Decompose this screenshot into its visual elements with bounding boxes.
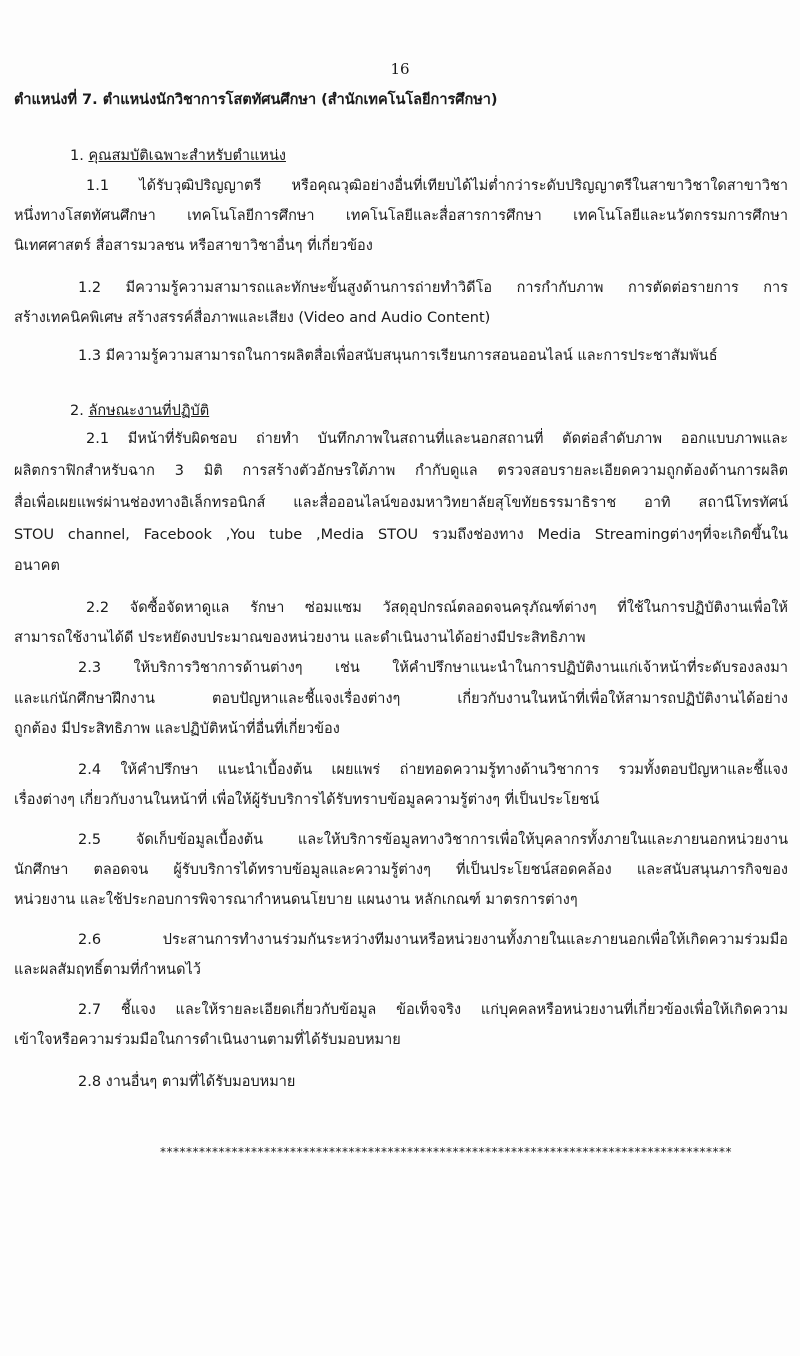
section-1-number: 1. (70, 148, 84, 164)
section-2-item-line: หน่วยงาน และใช้ประกอบการพิจารณากำหนดนโยบาย แผนงาน หลักเกณฑ์ มาตรการต่างๆ (14, 892, 578, 908)
section-1-heading (70, 146, 788, 166)
section-2-item-line: เข้าใจหรือความร่วมมือในการดำเนินงานตามที่ได้รับมอบหมาย (14, 1032, 401, 1048)
section-2-heading (70, 401, 788, 421)
section-2-title: ลักษณะงานที่ปฏิบัติ (88, 403, 210, 419)
section-2-item-line: และแก่นักศึกษาฝึกงาน ตอบปัญหาและชี้แจงเรื่องต่างๆ เกี่ยวกับงานในหน้าที่เพื่อให้สามารถปฏิบัติงานได้อย่าง (14, 691, 788, 707)
section-2-number: 2. (70, 403, 84, 419)
section-1-item-line: 1.3 มีความรู้ความสามารถในการผลิตสื่อเพื่อสนับสนุนการเรียนการสอนออนไลน์ และการประชาสัมพันธ์ (78, 348, 718, 364)
section-2-item-line: 2.4 ให้คำปรึกษา แนะนำเบื้องต้น เผยแพร่ ถ่ายทอดความรู้ทางด้านวิชาการ รวมทั้งตอบปัญหาและชี้แจง (78, 762, 788, 778)
page-number: 16 (390, 60, 410, 78)
section-2-item-line: และผลสัมฤทธิ์ตามที่กำหนดไว้ (14, 962, 201, 978)
section-2-item-line: ถูกต้อง มีประสิทธิภาพ และปฏิบัติหน้าที่อื่นที่เกี่ยวข้อง (14, 721, 340, 737)
section-2-item-line: 2.6 ประสานการทำงานร่วมกันระหว่างทีมงานหรือหน่วยงานทั้งภายในและภายนอกเพื่อให้เกิดความร่วมมือ (78, 932, 788, 948)
section-2-item-line: ผลิตกราฟิกสำหรับฉาก 3 มิติ การสร้างตัวอักษรใต้ภาพ กำกับดูแล ตรวจสอบรายละเอียดความถูกต้องด้านการผลิต (14, 463, 788, 479)
end-separator: **************************************************************************************** (160, 1145, 732, 1159)
section-2-item-line: 2.2 จัดซื้อจัดหาดูแล รักษา ซ่อมแซม วัสดุอุปกรณ์ตลอดจนครุภัณฑ์ต่างๆ ที่ใช้ในการปฏิบัติงานเพื่อให้ (86, 600, 788, 616)
section-1-title: คุณสมบัติเฉพาะสำหรับตำแหน่ง (88, 148, 286, 164)
section-2-item-line: อนาคต (14, 558, 60, 574)
section-2-item-line: เรื่องต่างๆ เกี่ยวกับงานในหน้าที่ เพื่อให้ผู้รับบริการได้รับทราบข้อมูลความรู้ต่างๆ ที่เป็นประโยชน์ (14, 792, 600, 808)
section-2-item-line: 2.7 ชี้แจง และให้รายละเอียดเกี่ยวกับข้อมูล ข้อเท็จจริง แก่บุคคลหรือหน่วยงานที่เกี่ยวข้องเพื่อให้เกิดความ (78, 1002, 788, 1018)
section-1-item-line: 1.2 มีความรู้ความสามารถและทักษะขั้นสูงด้านการถ่ายทำวิดีโอ การกำกับภาพ การตัดต่อรายการ การ (78, 280, 788, 296)
page-title: ตำแหน่งที่ 7. ตำแหน่งนักวิชาการโสตทัศนศึกษา (สำนักเทคโนโลยีการศึกษา) (14, 92, 498, 108)
section-2-item-line: STOU channel, Facebook ,You tube ,Media STOU รวมถึงช่องทาง Media Streamingต่างๆที่จะเกิดขึ้นใน (14, 527, 788, 543)
section-1-item-line: 1.1 ได้รับวุฒิปริญญาตรี หรือคุณวุฒิอย่างอื่นที่เทียบได้ไม่ต่ำกว่าระดับปริญญาตรีในสาขาวิชาใดสาขาวิชา (86, 178, 788, 194)
section-2-item-line: สื่อเพื่อเผยแพร่ผ่านช่องทางอิเล็กทรอนิกส์ และสื่อออนไลน์ของมหาวิทยาลัยสุโขทัยธรรมาธิราช อาทิ สถานีโทรทัศน์ (14, 495, 788, 511)
section-2-item-line: สามารถใช้งานได้ดี ประหยัดงบประมาณของหน่วยงาน และดำเนินงานได้อย่างมีประสิทธิภาพ (14, 630, 586, 646)
section-2-item-line: 2.5 จัดเก็บข้อมูลเบื้องต้น และให้บริการข้อมูลทางวิชาการเพื่อให้บุคลากรทั้งภายในและภายนอกหน่วยงาน (78, 832, 788, 848)
section-2-item-line: นักศึกษา ตลอดจน ผู้รับบริการได้ทราบข้อมูลและความรู้ต่างๆ ที่เป็นประโยชน์สอดคล้อง และสนับสนุนภารกิจของ (14, 862, 788, 878)
section-2-item-line: 2.3 ให้บริการวิชาการด้านต่างๆ เช่น ให้คำปรึกษาแนะนำในการปฏิบัติงานแก่เจ้าหน้าที่ระดับรองลงมา (78, 660, 788, 676)
section-1-item-line: หนึ่งทางโสตทัศนศึกษา เทคโนโลยีการศึกษา เทคโนโลยีและสื่อสารการศึกษา เทคโนโลยีและนวัตกรรมการศึกษา (14, 208, 788, 224)
section-2-item-line: 2.8 งานอื่นๆ ตามที่ได้รับมอบหมาย (78, 1074, 296, 1090)
section-1-item-line: สร้างเทคนิคพิเศษ สร้างสรรค์สื่อภาพและเสียง (Video and Audio Content) (14, 310, 491, 326)
section-1-item-line: นิเทศศาสตร์ สื่อสารมวลชน หรือสาขาวิชาอื่นๆ ที่เกี่ยวข้อง (14, 238, 373, 254)
section-2-item-line: 2.1 มีหน้าที่รับผิดชอบ ถ่ายทำ บันทึกภาพในสถานที่และนอกสถานที่ ตัดต่อลำดับภาพ ออกแบบภาพและ (86, 431, 788, 447)
